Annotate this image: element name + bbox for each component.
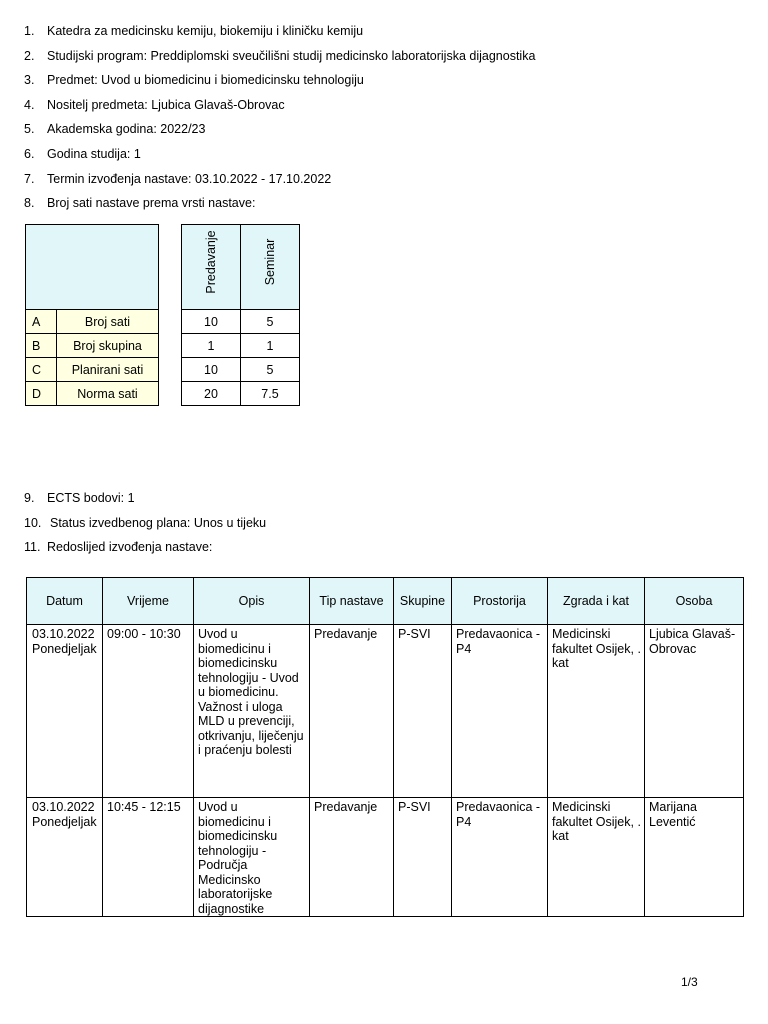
- info-item-7: 7. Termin izvođenja nastave: 03.10.2022 - 17.10.2022: [24, 171, 332, 186]
- cell-room: Predavaonica - P4: [452, 625, 548, 798]
- hours-label-table: [25, 224, 159, 406]
- cell-value: 10: [182, 358, 241, 382]
- page-number: 1/3: [681, 975, 698, 989]
- row-letter: D: [26, 382, 57, 406]
- cell-value: 10: [182, 310, 241, 334]
- column-header-predavanje: Predavanje: [182, 225, 241, 310]
- table-row: [182, 382, 300, 406]
- cell-value: 7.5: [241, 382, 300, 406]
- hours-values-table: [181, 224, 300, 406]
- cell-date: 03.10.2022 Ponedjeljak: [27, 625, 103, 798]
- header-vrijeme: Vrijeme: [103, 578, 194, 625]
- info-item-10: 10. Status izvedbenog plana: Unos u tijeku: [24, 515, 267, 530]
- hours-label-header: [26, 225, 159, 310]
- table-row: [182, 358, 300, 382]
- header-osoba: Osoba: [645, 578, 744, 625]
- info-item-3: 3. Predmet: Uvod u biomedicinu i biomedicinsku tehnologiju: [24, 73, 364, 88]
- table-row: [182, 334, 300, 358]
- table-row: [26, 382, 159, 406]
- table-row: [182, 310, 300, 334]
- table-row: [26, 310, 159, 334]
- header-datum: Datum: [27, 578, 103, 625]
- row-letter: A: [26, 310, 57, 334]
- cell-value: 1: [182, 334, 241, 358]
- table-row: [26, 334, 159, 358]
- cell-time: 10:45 - 12:15: [103, 798, 194, 917]
- info-item-1: 1. Katedra za medicinsku kemiju, biokemiju i kliničku kemiju: [24, 24, 364, 38]
- info-item-9: 9. ECTS bodovi: 1: [24, 491, 135, 505]
- cell-description: Uvod u biomedicinu i biomedicinsku tehnologiju - Uvod u biomedicinu. Važnost i uloga MLD u prevenciji, otkrivanju, liječenju i praćenju bolesti: [194, 625, 310, 798]
- cell-type: Predavanje: [310, 625, 394, 798]
- info-item-2: 2. Studijski program: Preddiplomski sveučilišni studij medicinsko laboratorijska dijagnostika: [24, 48, 536, 63]
- cell-groups: P-SVI: [394, 625, 452, 798]
- cell-value: 20: [182, 382, 241, 406]
- row-label: Broj skupina: [57, 334, 159, 358]
- row-label: Broj sati: [57, 310, 159, 334]
- header-tip-nastave: Tip nastave: [310, 578, 394, 625]
- cell-value: 5: [241, 358, 300, 382]
- header-skupine: Skupine: [394, 578, 452, 625]
- cell-description: Uvod u biomedicinu i biomedicinsku tehnologiju - Područja Medicinsko laboratorijske dijagnostike: [194, 798, 310, 917]
- column-header-seminar: Seminar: [241, 225, 300, 310]
- table-row: [27, 798, 744, 917]
- info-item-6: 6. Godina studija: 1: [24, 146, 141, 161]
- info-item-4: 4. Nositelj predmeta: Ljubica Glavaš-Obrovac: [24, 97, 285, 112]
- course-info-list: [24, 23, 535, 220]
- cell-room: Predavaonica - P4: [452, 798, 548, 917]
- row-letter: C: [26, 358, 57, 382]
- cell-person: Ljubica Glavaš-Obrovac: [645, 625, 744, 798]
- cell-value: 5: [241, 310, 300, 334]
- table-row: [26, 358, 159, 382]
- header-prostorija: Prostorija: [452, 578, 548, 625]
- row-letter: B: [26, 334, 57, 358]
- schedule-table: [26, 577, 744, 917]
- course-info-list-continued: [24, 490, 266, 564]
- table-row: [27, 625, 744, 798]
- info-item-11: 11. Redoslijed izvođenja nastave:: [24, 540, 213, 555]
- header-zgrada-i-kat: Zgrada i kat: [548, 578, 645, 625]
- header-opis: Opis: [194, 578, 310, 625]
- cell-groups: P-SVI: [394, 798, 452, 917]
- schedule-header-row: [27, 578, 744, 625]
- info-item-5: 5. Akademska godina: 2022/23: [24, 122, 206, 137]
- info-item-8: 8. Broj sati nastave prema vrsti nastave:: [24, 196, 256, 211]
- row-label: Norma sati: [57, 382, 159, 406]
- cell-person: Marijana Leventić: [645, 798, 744, 917]
- cell-type: Predavanje: [310, 798, 394, 917]
- cell-building: Medicinski fakultet Osijek, . kat: [548, 798, 645, 917]
- cell-date: 03.10.2022 Ponedjeljak: [27, 798, 103, 917]
- row-label: Planirani sati: [57, 358, 159, 382]
- cell-building: Medicinski fakultet Osijek, . kat: [548, 625, 645, 798]
- cell-time: 09:00 - 10:30: [103, 625, 194, 798]
- cell-value: 1: [241, 334, 300, 358]
